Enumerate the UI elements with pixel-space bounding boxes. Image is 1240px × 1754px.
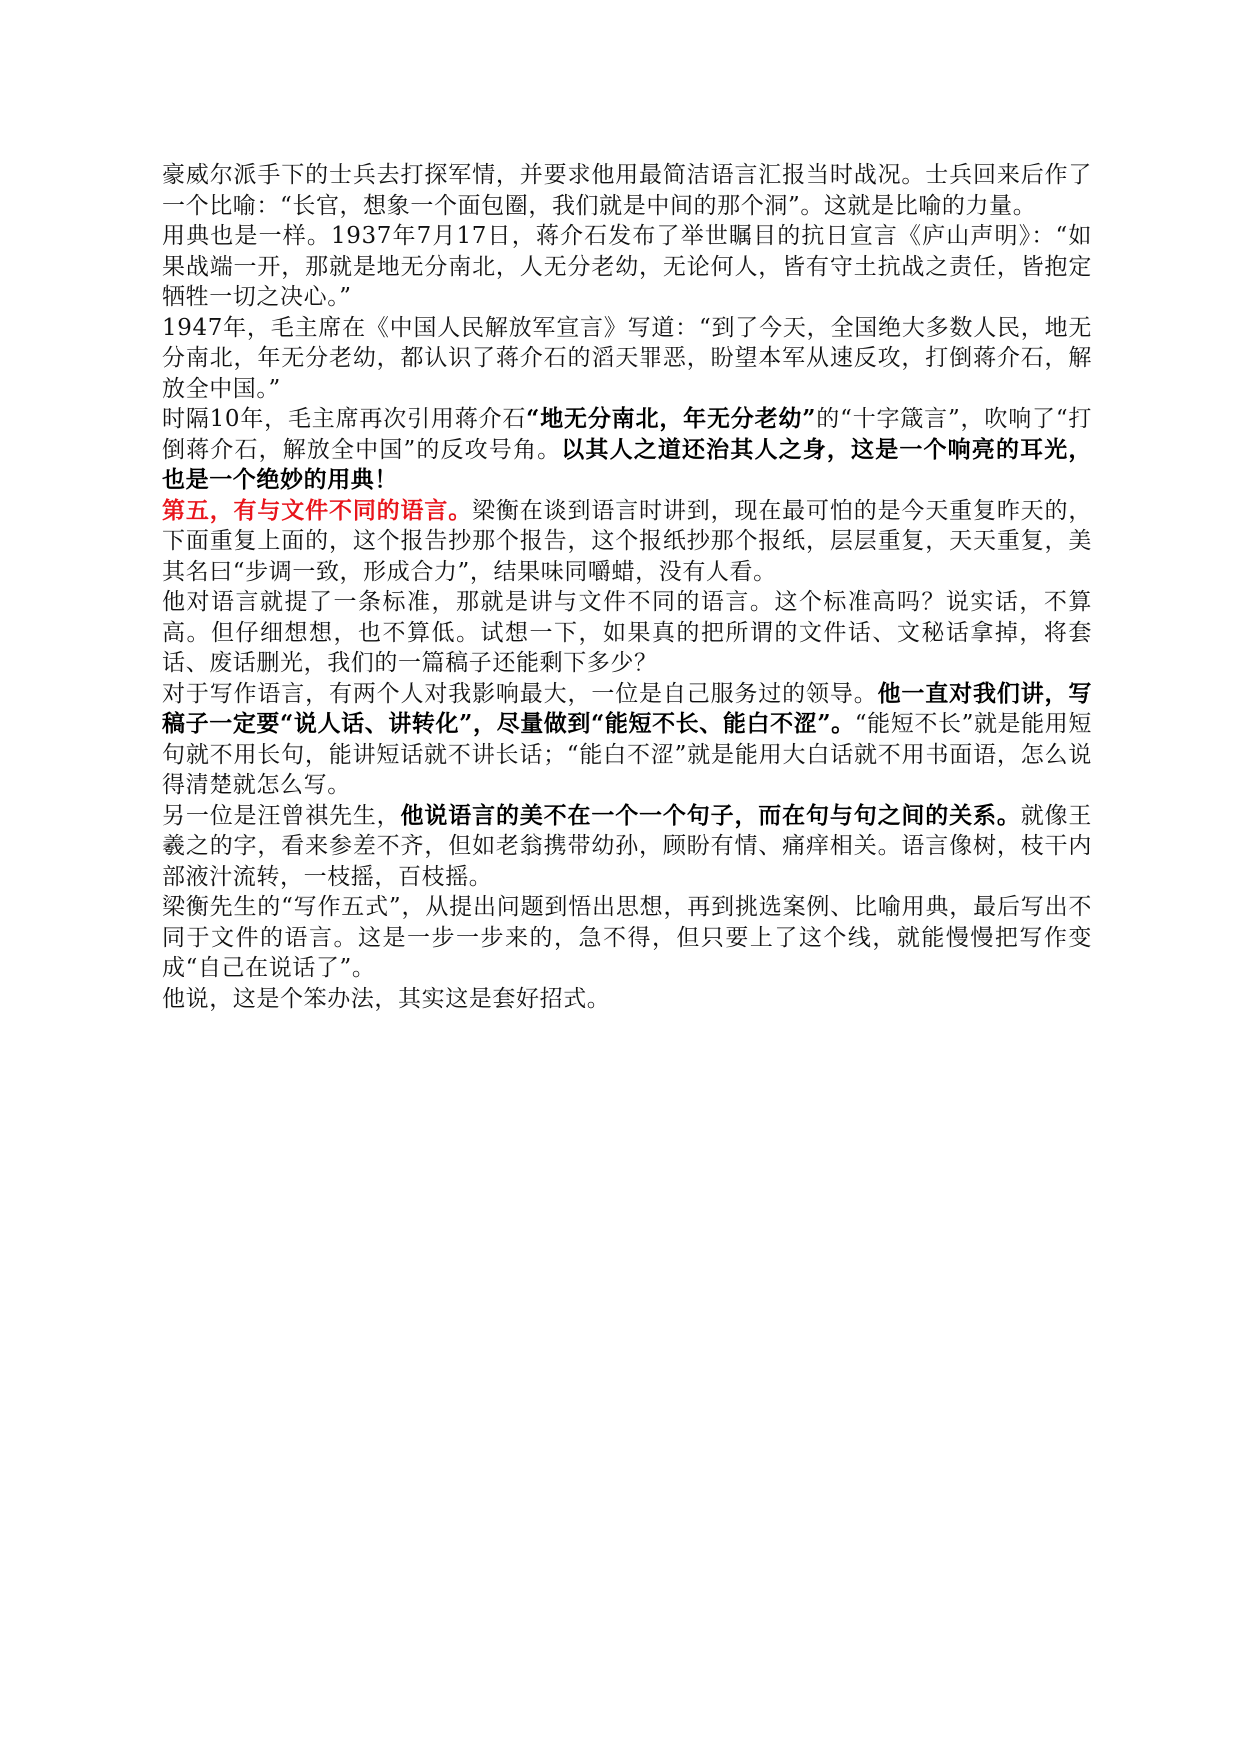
paragraph-4 (162, 404, 1092, 496)
text-segment: 就像王羲之的字，看来参差不齐，但如老翁携带幼孙，顾盼有情、痛痒相关。语言像树，枝干内部液汁流转，一枝摇，百枝摇。 (162, 802, 1092, 890)
paragraph-7 (162, 679, 1092, 801)
text-segment: 的“十字箴言”，吹响了“打倒蒋介石，解放全中国”的反攻号角。 (162, 406, 1093, 463)
bold-emphasis: 他一直对我们讲，写稿子一定要“说人话、讲转化”，尽量做到“能短不长、能白不涩”。 (162, 679, 1092, 737)
paragraph-8 (162, 801, 1092, 893)
bold-emphasis: 他说语言的美不在一个一个句子，而在句与句之间的关系。 (400, 801, 1021, 829)
text-segment: 梁衡在谈到语言时讲到，现在最可怕的是今天重复昨天的，下面重复上面的，这个报告抄那个报告，这个报纸抄那个报纸，层层重复，天天重复，美其名曰“步调一致，形成合力”，结果味同嚼蜡，没有人看。 (162, 497, 1092, 585)
text-segment: 对于写作语言，有两个人对我影响最大，一位是自己服务过的领导。 (162, 680, 878, 707)
paragraph-10 (162, 984, 1092, 1015)
text-segment: 豪威尔派手下的士兵去打探军情，并要求他用最简洁语言汇报当时战况。士兵回来后作了一个比喻：“长官，想象一个面包圈，我们就是中间的那个洞”。这就是比喻的力量。 (162, 162, 1092, 219)
paragraph-1 (162, 160, 1092, 221)
text-segment: 时隔10年，毛主席再次引用蒋介石 (162, 406, 527, 432)
paragraph-5 (162, 496, 1092, 588)
paragraph-9 (162, 892, 1092, 984)
bold-quote: “地无分南北，年无分老幼” (526, 405, 817, 432)
paragraph-2 (162, 221, 1092, 313)
text-segment: 他说，这是个笨办法，其实这是套好招式。 (162, 985, 611, 1012)
paragraph-3 (162, 313, 1092, 405)
text-segment: 用典也是一样。1937年7月17日，蒋介石发布了举世瞩目的抗日宣言《庐山声明》：“如果战端一开，那就是地无分南北，人无分老幼，无论何人，皆有守土抗战之责任，皆抱定牺牲一切之决心。” (162, 223, 1092, 310)
bold-emphasis: 以其人之道还治其人之身，这是一个响亮的耳光，也是一个绝妙的用典！ (162, 435, 1092, 493)
text-segment: 另一位是汪曾祺先生， (162, 802, 401, 829)
text-segment: 1947年，毛主席在《中国人民解放军宣言》写道：“到了今天，全国绝大多数人民，地无分南北，年无分老幼，都认识了蒋介石的滔天罪恶，盼望本军从速反攻，打倒蒋介石，解放全中国。” (162, 314, 1092, 402)
text-segment: “能短不长”就是能用短句就不用长句，能讲短话就不讲长话；“能白不涩”就是能用大白话就不用书面语，怎么说得清楚就怎么写。 (162, 711, 1092, 798)
paragraph-6 (162, 587, 1092, 679)
section-heading: 第五，有与文件不同的语言。 (162, 496, 473, 524)
text-segment: 他对语言就提了一条标准，那就是讲与文件不同的语言。这个标准高吗？说实话，不算高。但仔细想想，也不算低。试想一下，如果真的把所谓的文件话、文秘话拿掉，将套话、废话删光，我们的一篇稿子还能剩下多少？ (162, 589, 1092, 676)
document-body (162, 160, 1092, 1014)
text-segment: 梁衡先生的“写作五式”，从提出问题到悟出思想，再到挑选案例、比喻用典，最后写出不同于文件的语言。这是一步一步来的，急不得，但只要上了这个线，就能慢慢把写作变成“自己在说话了”。 (162, 894, 1092, 981)
